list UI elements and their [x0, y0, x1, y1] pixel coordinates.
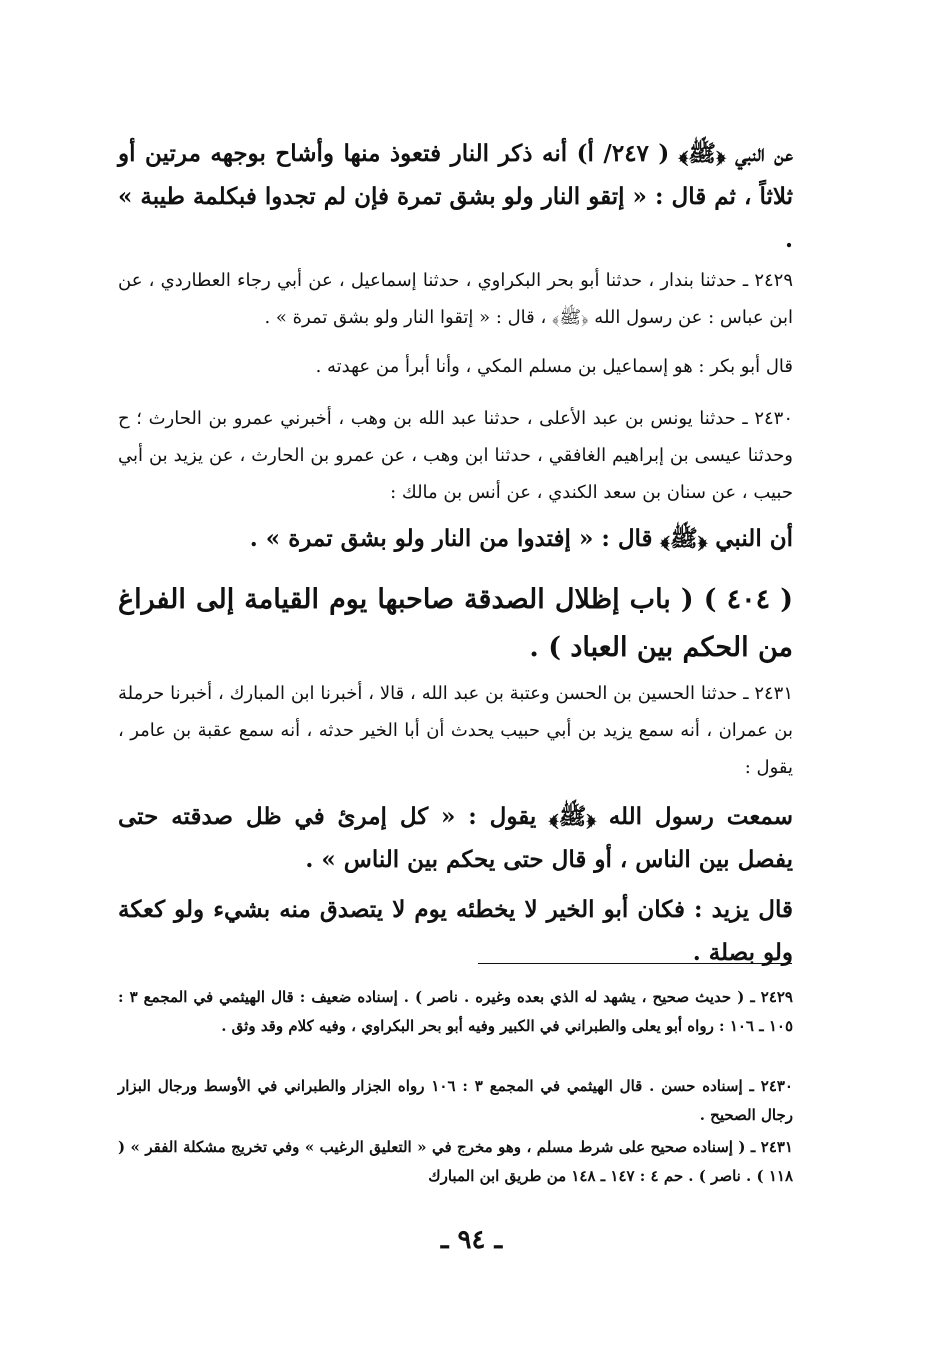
footnote-2429: ٢٤٢٩ ـ ( حديث صحيح ، يشهد له الذي بعده وغيره . ناصر ) . إسناده ضعيف : قال الهيثمي في المجمع ٣ : ١٠٥ ـ ١٠٦ : رواه أبو يعلى والطبراني في الكبير وفيه أبو بحر البكراوي ، وفيه كلام وقد وثق . — [118, 988, 793, 1035]
opening-paragraph: عن النبي ﴿ﷺ﴾ ( ٢٤٧/ أ) أنه ذكر النار فتعوذ منها وأشاح بوجهه مرتين أو ثلاثاً ، ثم قال : « إتقو النار ولو بشق تمرة فإن لم تجدوا فبكلمة طيبة » . — [118, 140, 793, 253]
chapter-heading: ( ٤٠٤ ) ( باب إظلال الصدقة صاحبها يوم القيامة إلى الفراغ من الحكم بين العباد ) . — [118, 584, 793, 663]
page-number: ـ ٩٤ ـ — [440, 1225, 503, 1255]
hadith-2431-isnad: ٢٤٣١ ـ حدثنا الحسين بن الحسن وعتبة بن عبد الله ، قالا ، أخبرنا ابن المبارك ، أخبرنا حرملة بن عمران ، أنه سمع يزيد بن أبي حبيب يحدث أن أبا الخير حدثه ، أنه سمع عقبة بن عامر ، يقول : — [118, 683, 793, 778]
hadith-2431-matn: سمعت رسول الله ﴿ﷺ﴾ يقول : « كل إمرئ في ظل صدقته حتى يفصل بين الناس ، أو قال حتى يحكم بين الناس » . — [118, 803, 793, 873]
hadith-2430-isnad: ٢٤٣٠ ـ حدثنا يونس بن عبد الأعلى ، حدثنا عبد الله بن وهب ، أخبرني عمرو بن الحارث ؛ ح وحدثنا عيسى بن إبراهيم الغافقي ، حدثنا ابن وهب ، عن عمرو بن الحارث ، عن يزيد بن أبي حبيب ، عن سنان بن سعد الكندي ، عن أنس بن مالك : — [118, 408, 793, 503]
footnote-2431: ٢٤٣١ ـ ( إسناده صحيح على شرط مسلم ، وهو مخرج في « التعليق الرغيب » وفي تخريج مشكلة الفقر » ( ١١٨ ) . ناصر ) . حم ٤ : ١٤٧ ـ ١٤٨ من طريق ابن المبارك — [118, 1138, 793, 1185]
hadith-2429: ٢٤٢٩ ـ حدثنا بندار ، حدثنا أبو بحر البكراوي ، حدثنا إسماعيل ، عن أبي رجاء العطاردي ، عن ابن عباس : عن رسول الله ﴿ﷺ﴾ ، قال : « إتقوا النار ولو بشق تمرة » . — [118, 270, 793, 328]
abu-bakr-note: قال أبو بكر : هو إسماعيل بن مسلم المكي ، وأنا أبرأ من عهدته . — [315, 356, 793, 377]
yazid-note: قال يزيد : فكان أبو الخير لا يخطئه يوم لا يتصدق منه بشيء ولو كعكة ولو بصلة . — [118, 896, 793, 966]
hadith-2430-matn: أن النبي ﴿ﷺ﴾ قال : « إفتدوا من النار ولو بشق تمرة » . — [249, 525, 793, 552]
footnote-2430: ٢٤٣٠ ـ إسناده حسن . قال الهيثمي في المجمع ٣ : ١٠٦ رواه الجزار والطبراني في الأوسط ورجال البزار رجال الصحيح . — [118, 1077, 793, 1124]
footnote-separator — [478, 963, 792, 964]
